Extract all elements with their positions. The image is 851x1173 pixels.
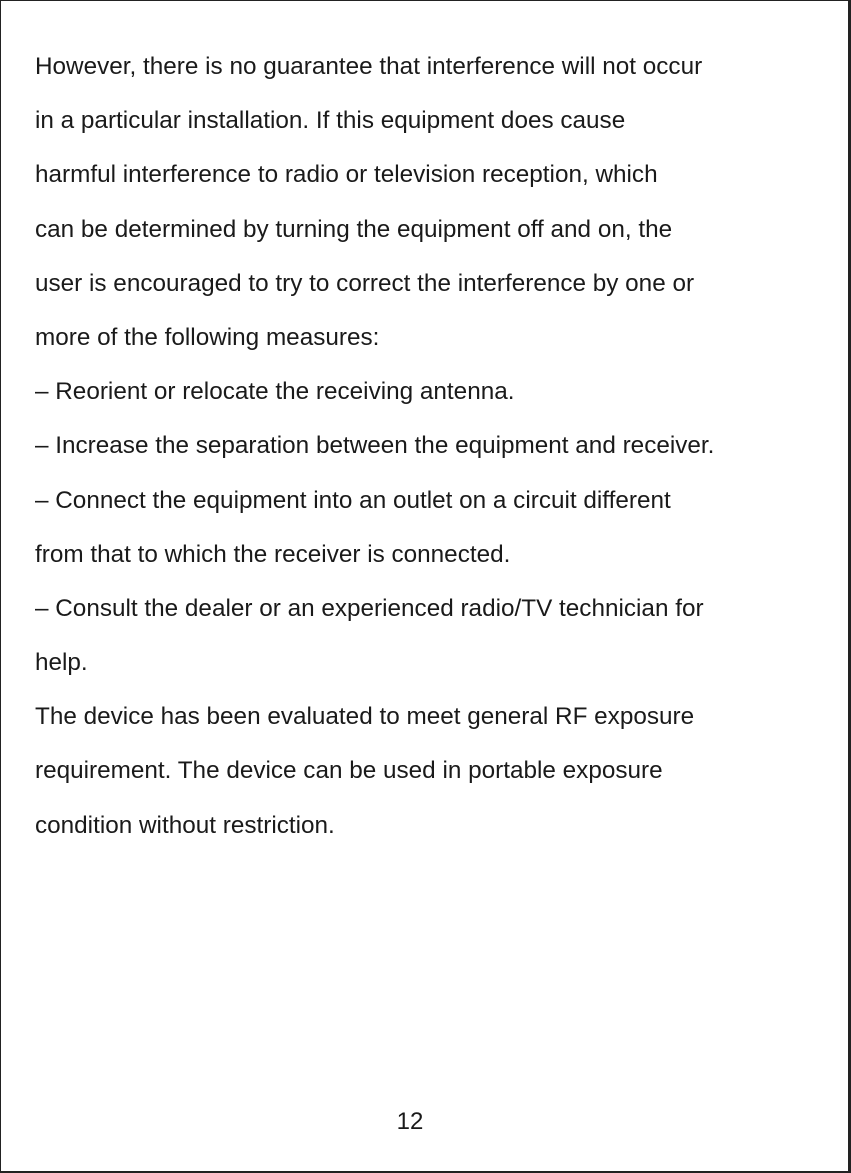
text-line: help. [35, 649, 88, 677]
measure-item: – Consult the dealer or an experienced radio/TV technician for [35, 594, 704, 622]
text-line: can be determined by turning the equipment off and on, the [35, 215, 673, 243]
measure-item: – Connect the equipment into an outlet on a circuit different [35, 486, 671, 514]
text-line: in a particular installation. If this equipment does cause [35, 107, 626, 135]
text-line: from that to which the receiver is connected. [35, 540, 511, 568]
text-line: user is encouraged to try to correct the interference by one or [35, 269, 695, 297]
text-line: harmful interference to radio or television reception, which [35, 161, 658, 189]
measure-item: – Increase the separation between the equipment and receiver. [35, 432, 715, 460]
text-line: condition without restriction. [35, 811, 335, 839]
page-number: 12 [396, 1108, 424, 1135]
measure-item: – Reorient or relocate the receiving antenna. [35, 378, 515, 406]
text-line: more of the following measures: [35, 323, 380, 351]
text-line: However, there is no guarantee that interference will not occur [35, 53, 703, 80]
document-body [35, 40, 835, 853]
text-line: requirement. The device can be used in portable exposure [35, 757, 663, 785]
text-line: The device has been evaluated to meet general RF exposure [35, 703, 695, 731]
